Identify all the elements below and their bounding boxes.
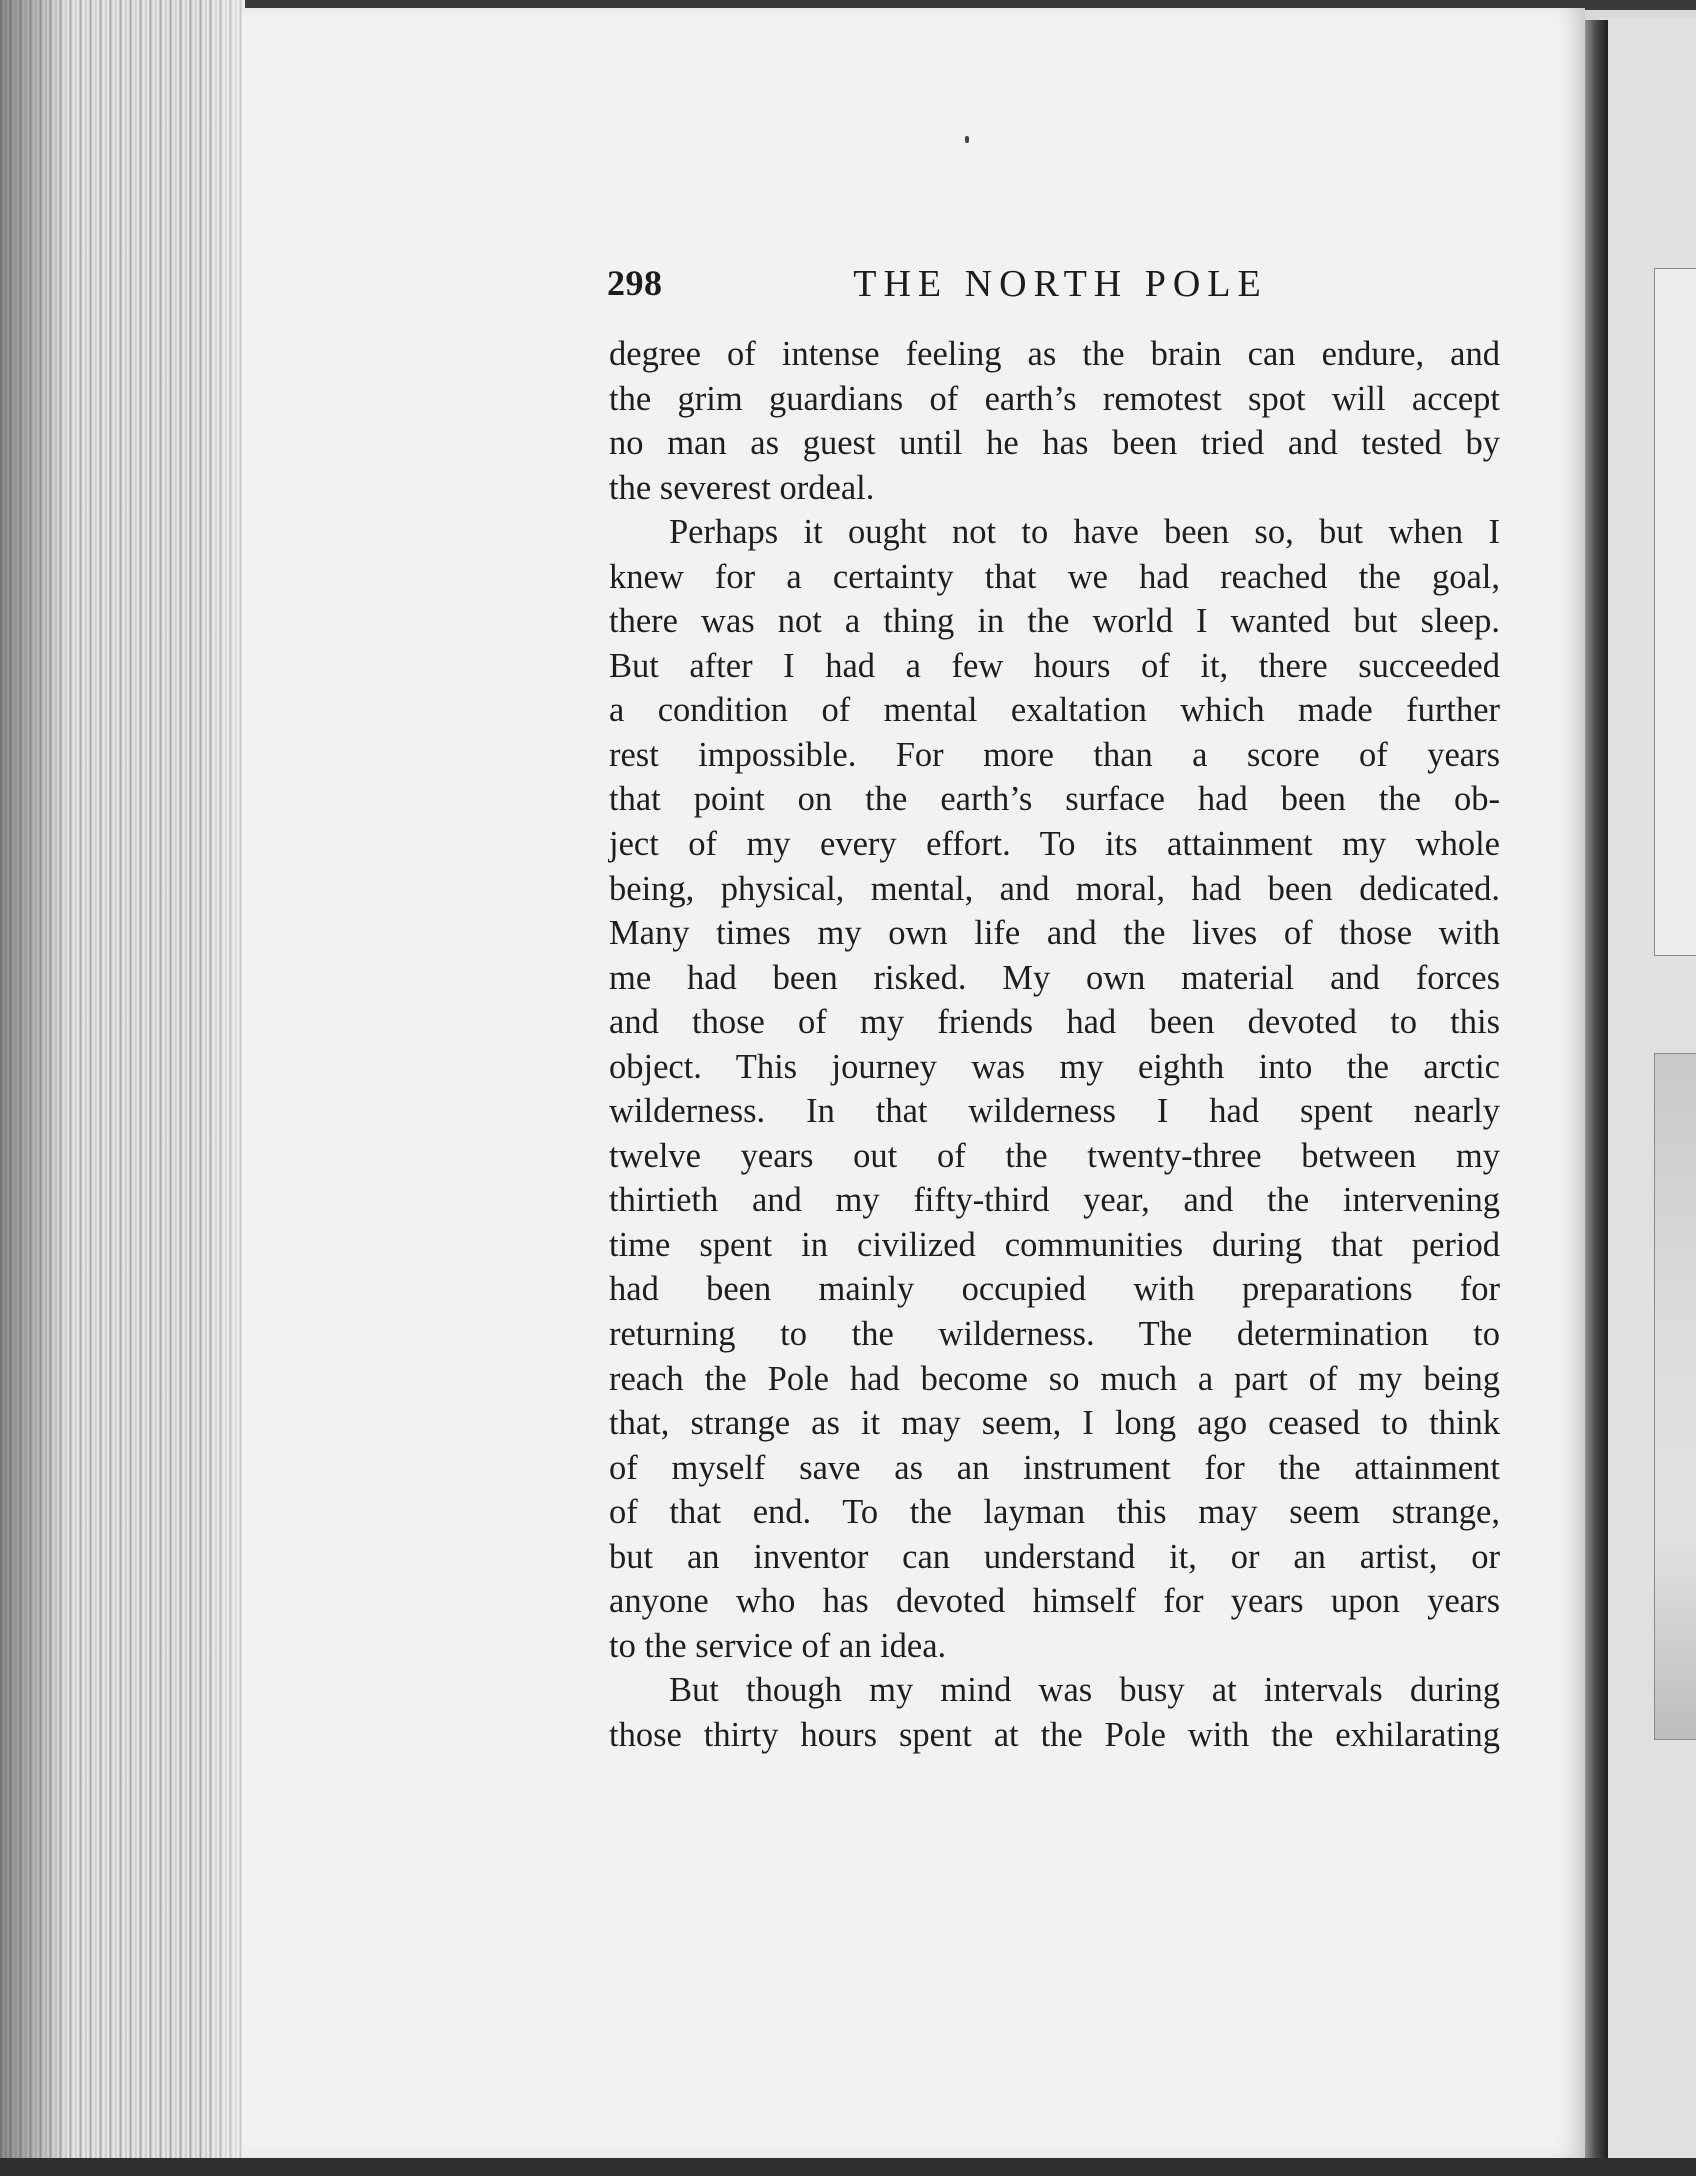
text-line: of that end. To the layman this may seem strange, — [609, 1493, 1500, 1532]
text-line: twelve years out of the twenty-three between my — [609, 1136, 1500, 1175]
text-line: a condition of mental exaltation which made further — [609, 691, 1500, 730]
text-line: and those of my friends had been devoted to this — [609, 1003, 1500, 1042]
text-line: But after I had a few hours of it, there succeeded — [609, 646, 1500, 685]
text-line: But though my mind was busy at intervals during — [669, 1671, 1500, 1710]
text-line: the grim guardians of earth’s remotest spot will accept — [609, 379, 1500, 418]
facing-plate-lower — [1654, 1053, 1696, 1740]
text-line: knew for a certainty that we had reached the goal, — [609, 557, 1500, 596]
paragraph — [609, 510, 1500, 1668]
text-line: time spent in civilized communities during that period — [609, 1225, 1500, 1264]
text-line: to the service of an idea. — [609, 1626, 947, 1665]
text-line: of myself save as an instrument for the attainment — [609, 1448, 1500, 1487]
running-head — [607, 262, 1500, 310]
text-line: reach the Pole had become so much a part of my being — [609, 1359, 1500, 1398]
paragraph — [609, 332, 1500, 510]
text-line: there was not a thing in the world I wanted but sleep. — [609, 602, 1500, 641]
text-line: that, strange as it may seem, I long ago ceased to think — [609, 1404, 1500, 1443]
scan-bottom-border — [0, 2158, 1696, 2176]
text-line: anyone who has devoted himself for years upon years — [609, 1582, 1500, 1621]
text-line: no man as guest until he has been tried and tested by — [609, 424, 1500, 463]
text-line: those thirty hours spent at the Pole with the exhilarating — [609, 1715, 1500, 1754]
text-line: object. This journey was my eighth into the arctic — [609, 1047, 1500, 1086]
text-line: ject of my every effort. To its attainment my whole — [609, 825, 1500, 864]
text-line: returning to the wilderness. The determination to — [609, 1315, 1500, 1354]
page-number: 298 — [607, 263, 663, 303]
page-title: THE NORTH POLE — [853, 263, 1268, 305]
text-line: me had been risked. My own material and forces — [609, 958, 1500, 997]
text-line: but an inventor can understand it, or an artist, or — [609, 1537, 1500, 1576]
stacked-page-edges — [0, 0, 245, 2176]
dust-speck — [965, 136, 969, 143]
text-line: wilderness. In that wilderness I had spent nearly — [609, 1092, 1500, 1131]
text-line: that point on the earth’s surface had been the ob- — [609, 780, 1500, 819]
text-line: degree of intense feeling as the brain can endure, and — [609, 335, 1500, 373]
facing-plate-upper — [1654, 268, 1696, 956]
text-line: Many times my own life and the lives of those with — [609, 914, 1500, 953]
text-line: thirtieth and my fifty-third year, and the intervening — [609, 1181, 1500, 1220]
text-line: rest impossible. For more than a score of years — [609, 735, 1500, 774]
body-text — [609, 332, 1500, 1758]
paragraph — [609, 1668, 1500, 1757]
text-line: Perhaps it ought not to have been so, but when I — [669, 513, 1500, 552]
text-line: had been mainly occupied with preparations for — [609, 1270, 1500, 1309]
text-line: the severest ordeal. — [609, 468, 875, 507]
text-line: being, physical, mental, and moral, had been dedicated. — [609, 869, 1500, 908]
